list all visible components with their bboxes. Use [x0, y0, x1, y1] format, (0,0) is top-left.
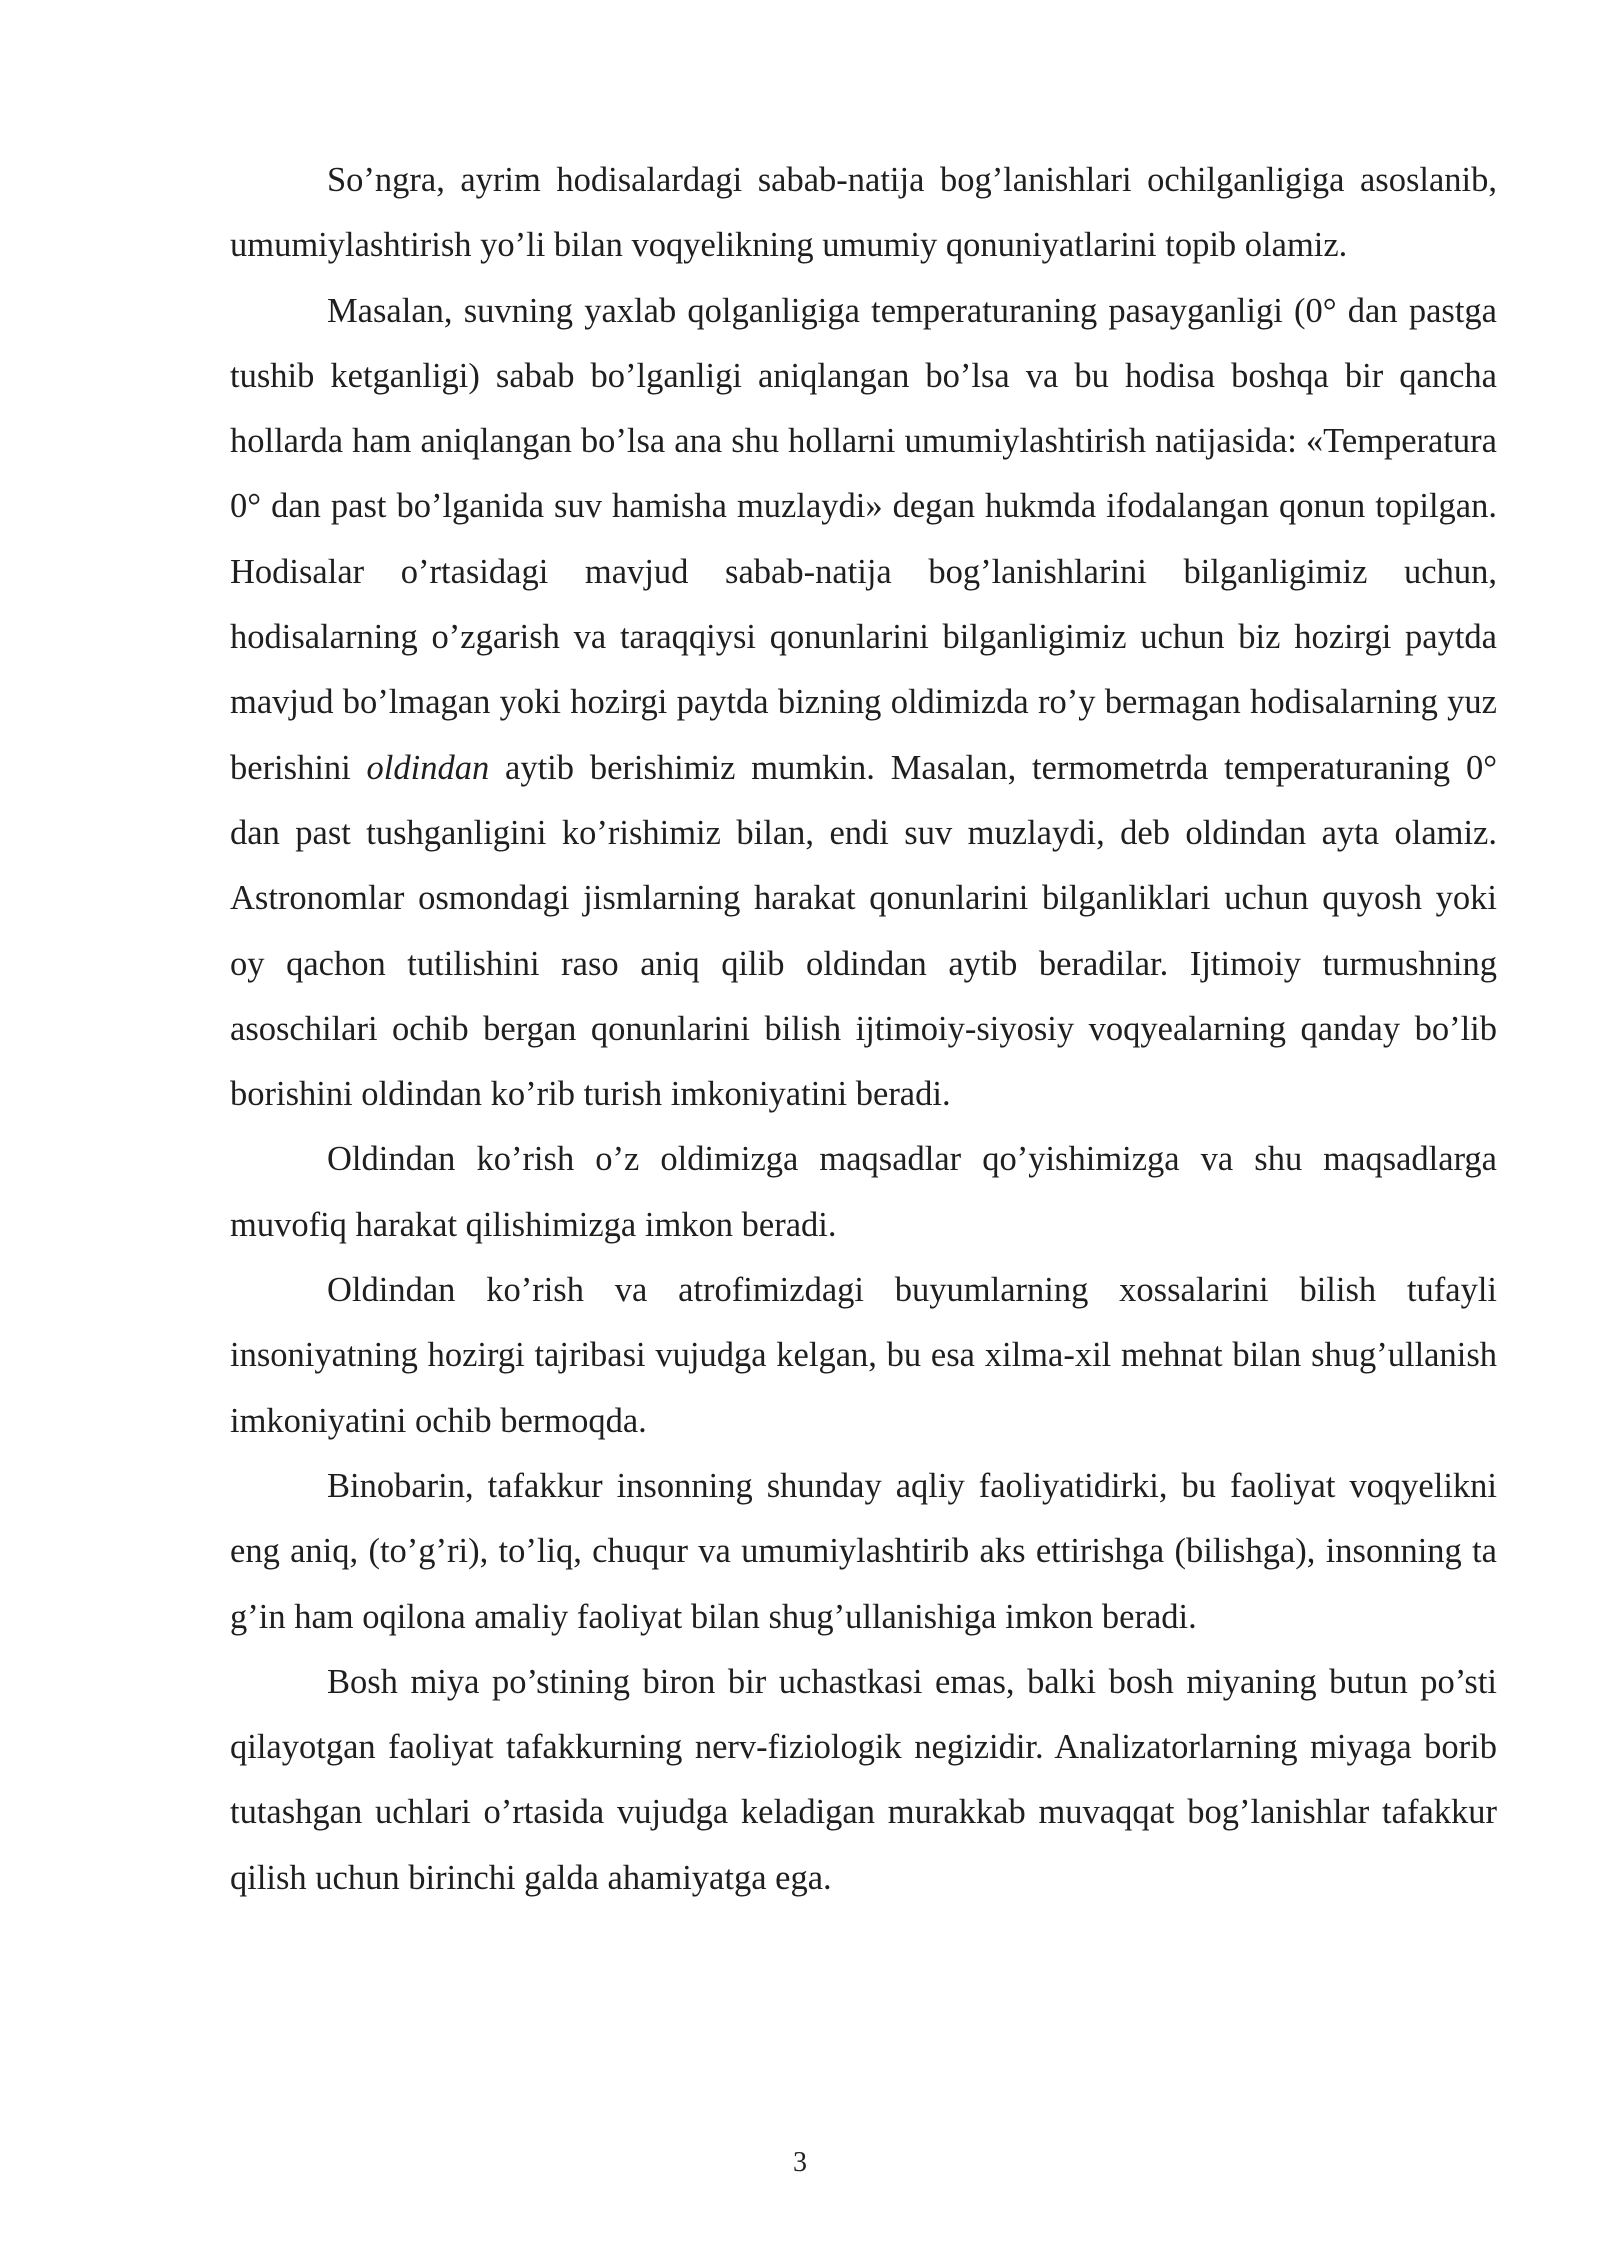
paragraph-text: Oldindan ko’rish va atrofimizdagi buyumlarning xossalarini bilish tufayli insoniyatning hozirgi tajribasi vujudga kelgan, bu esa xilma-xil mehnat bilan shug’ullanish imkoniyatini ochib bermoqda. — [230, 1271, 1497, 1440]
document-body — [230, 148, 1497, 1911]
paragraph-text: Masalan, suvning yaxlab qolganligiga temperaturaning pasayganligi (0° dan pastga tushib ketganligi) sabab bo’lganligi aniqlangan bo’lsa va bu hodisa boshqa bir qancha hollarda ham aniqlangan bo’lsa ana shu hollarni umumiylashtirish natijasida: «Temperatura 0° dan past bo’lganida suv hamisha muzlaydi» degan hukmda ifodalangan qonun topilgan. Hodisalar o’rtasidagi mavjud sabab-natija bog’lanishlarini bilganligimiz uchun, hodisalarning o’zgarish va taraqqiysi qonunlarini bilganligimiz uchun biz hozirgi paytda mavjud bo’lmagan yoki hozirgi paytda bizning oldimizda ro’y bermagan hodisalarning yuz berishini — [230, 291, 1497, 787]
paragraph — [230, 279, 1497, 1128]
paragraph — [230, 1650, 1497, 1911]
paragraph-text: aytib berishimiz mumkin. Masalan, termometrda temperaturaning 0° dan past tushganligini ko’rishimiz bilan, endi suv muzlaydi, deb oldindan ayta olamiz. Astronomlar osmondagi jismlarning harakat qonunlarini bilganliklari uchun quyosh yoki oy qachon tutilishini raso aniq qilib oldindan aytib beradilar. Ijtimoiy turmushning asoschilari ochib bergan qonunlarini bilish ijtimoiy-siyosiy voqyealarning qanday bo’lib borishini oldindan ko’rib turish imkoniyatini beradi. — [230, 748, 1497, 1114]
paragraph — [230, 1127, 1497, 1258]
paragraph-text: So’ngra, ayrim hodisalardagi sabab-natija bog’lanishlari ochilganligiga asoslanib, umumiylashtirish yo’li bilan voqyelikning umumiy qonuniyatlarini topib olamiz. — [230, 161, 1497, 265]
page-number: 3 — [793, 2147, 807, 2178]
paragraph-text: Bosh miya po’stining biron bir uchastkasi emas, balki bosh miyaning butun po’sti qilayotgan faoliyat tafakkurning nerv-fiziologik negizidir. Analizatorlarning miyaga borib tutashgan uchlari o’rtasida vujudga keladigan murakkab muvaqqat bog’lanishlar tafakkur qilish uchun birinchi galda ahamiyatga ega. — [230, 1662, 1497, 1897]
paragraph — [230, 1454, 1497, 1650]
paragraph-text: Oldindan ko’rish o’z oldimizga maqsadlar qo’yishimizga va shu maqsadlarga muvofiq harakat qilishimizga imkon beradi. — [230, 1140, 1497, 1244]
emphasized-text: oldindan — [366, 748, 490, 787]
paragraph-text: Binobarin, tafakkur insonning shunday aqliy faoliyatidirki, bu faoliyat voqyelikni eng aniq, (to’g’ri), to’liq, chuqur va umumiylashtirib aks ettirishga (bilishga), insonning ta g’in ham oqilona amaliy faoliyat bilan shug’ullanishiga imkon beradi. — [230, 1466, 1497, 1636]
paragraph — [230, 1258, 1497, 1454]
paragraph — [230, 148, 1497, 279]
